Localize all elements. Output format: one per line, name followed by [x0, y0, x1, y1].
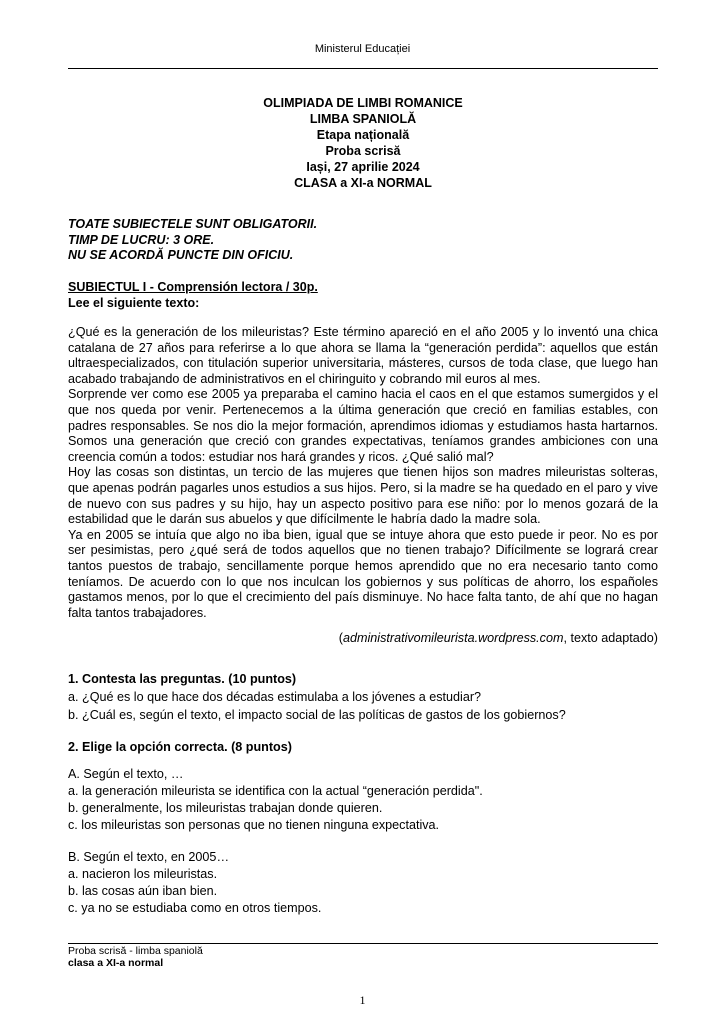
footer-class: clasa a XI-a normal [68, 957, 164, 969]
place-date-title: Iași, 27 aprilie 2024 [306, 160, 420, 174]
question-2-title: 2. Elige la opción correcta. (8 puntos) [68, 740, 292, 754]
answer-option: b. las cosas aún iban bien. [68, 884, 218, 898]
question-stem: B. Según el texto, en 2005… [68, 850, 230, 864]
text-paragraph: Sorprende ver como ese 2005 ya preparaba el camino hacia el caos en el que estamos sumergidos y el que nos queda por venir. Pertenecemos a la última generación que creció en familias estables, con padres responsables. Se nos dio la mejor formación, aprendimos idiomas y estudiamos hasta hartarnos. Somos una generación que creció con grandes expectativas, teníamos grandes ambiciones con una creencia común a todos: estudiar nos hará grandes y ricos. ¿Qué salió mal? [68, 387, 658, 464]
answer-option: b. generalmente, los mileuristas trabajan donde quieren. [68, 801, 383, 815]
question-1 [68, 670, 658, 724]
question-item: a. ¿Qué es lo que hace dos décadas estimulaba a los jóvenes a estudiar? [68, 690, 482, 704]
exam-title-block [68, 95, 658, 191]
answer-option: c. ya no se estudiaba como en otros tiempos. [68, 901, 322, 915]
question-item: b. ¿Cuál es, según el texto, el impacto social de las políticas de gastos de los gobiernos? [68, 708, 566, 722]
text-paragraph: ¿Qué es la generación de los mileuristas? Este término apareció en el año 2005 y lo inventó una chica catalana de 27 años para referirse a lo que ahora se llama la “generación perdida”: aquellos que están ultraespecializados, con titulación superior universitaria, másteres, cursos de toda clase, que luego han acabado trabajando de administrativos en el chiringuito y cobrando mil euros al mes. [68, 325, 658, 386]
exam-rules [68, 217, 658, 264]
source-open: ( [338, 631, 343, 645]
subject-title: SUBIECTUL I - Comprensión lectora / 30p. [68, 280, 318, 294]
answer-option: a. nacieron los mileuristas. [68, 867, 218, 881]
page-number: 1 [359, 993, 366, 1007]
rule-line: TOATE SUBIECTELE SUNT OBLIGATORII. [68, 217, 318, 231]
question-1-title: 1. Contesta las preguntas. (10 puntos) [68, 672, 297, 686]
text-paragraph: Hoy las cosas son distintas, un tercio de las mujeres que tienen hijos son madres mileuristas solteras, que apenas podrán pagarles unos estudios a sus hijos. Pero, si la madre se ha quedado en el paro y vive de nuevo con sus padres y su hijo, hay un aspecto positivo para ese niño: por lo menos gozará de la estabilidad que le darán sus abuelos y que difícilmente le habría dado la madre sola. [68, 465, 658, 527]
text-paragraph: Ya en 2005 se intuía que algo no iba bien, igual que se intuye ahora que esto puede ir peor. No es por ser pesimistas, pero ¿qué será de todos aquellos que no tienen trabajo? Difícilmente se logrará crear tantos puestos de trabajo, sencillamente porque hemos aprendido que no era necesario tanto como teníamos. De acuerdo con lo que nos inculcan los gobiernos y sus políticas de ahorro, los españoles gastamos menos, por lo que el crecimiento del país disminuye. No hace falta tanto, de ahí que no hagan falta tantos trabajadores. [68, 527, 658, 620]
language-title: LIMBA SPANIOLĂ [309, 112, 417, 126]
page-footer [68, 945, 658, 969]
class-title: CLASA a XI-a NORMAL [294, 176, 432, 190]
rule-line: NU SE ACORDĂ PUNCTE DIN OFICIU. [68, 248, 294, 262]
text-source [68, 631, 658, 647]
question-group-b [68, 849, 658, 917]
test-type-title: Proba scrisă [325, 144, 401, 158]
question-2 [68, 738, 658, 917]
question-stem: A. Según el texto, … [68, 767, 184, 781]
answer-option: c. los mileuristas son personas que no tienen ninguna expectativa. [68, 818, 440, 832]
source-site: administrativomileurista.wordpress.com [343, 631, 564, 645]
source-rest: , texto adaptado) [563, 631, 658, 645]
footer-divider [68, 943, 658, 944]
footer-test-name: Proba scrisă - limba spaniolă [68, 945, 203, 957]
ministry-header: Ministerul Educației [314, 43, 411, 55]
subject-instruction: Lee el siguiente texto: [68, 295, 200, 310]
rule-line: TIMP DE LUCRU: 3 ORE. [68, 232, 215, 247]
answer-option: a. la generación mileurista se identifica con la actual “generación perdida". [68, 784, 483, 798]
stage-title: Etapa națională [316, 128, 410, 142]
question-group-a [68, 766, 658, 834]
subject-heading [68, 280, 658, 311]
olympiad-title: OLIMPIADA DE LIMBI ROMANICE [263, 96, 463, 110]
header-divider [68, 68, 658, 69]
reading-text [68, 325, 658, 621]
